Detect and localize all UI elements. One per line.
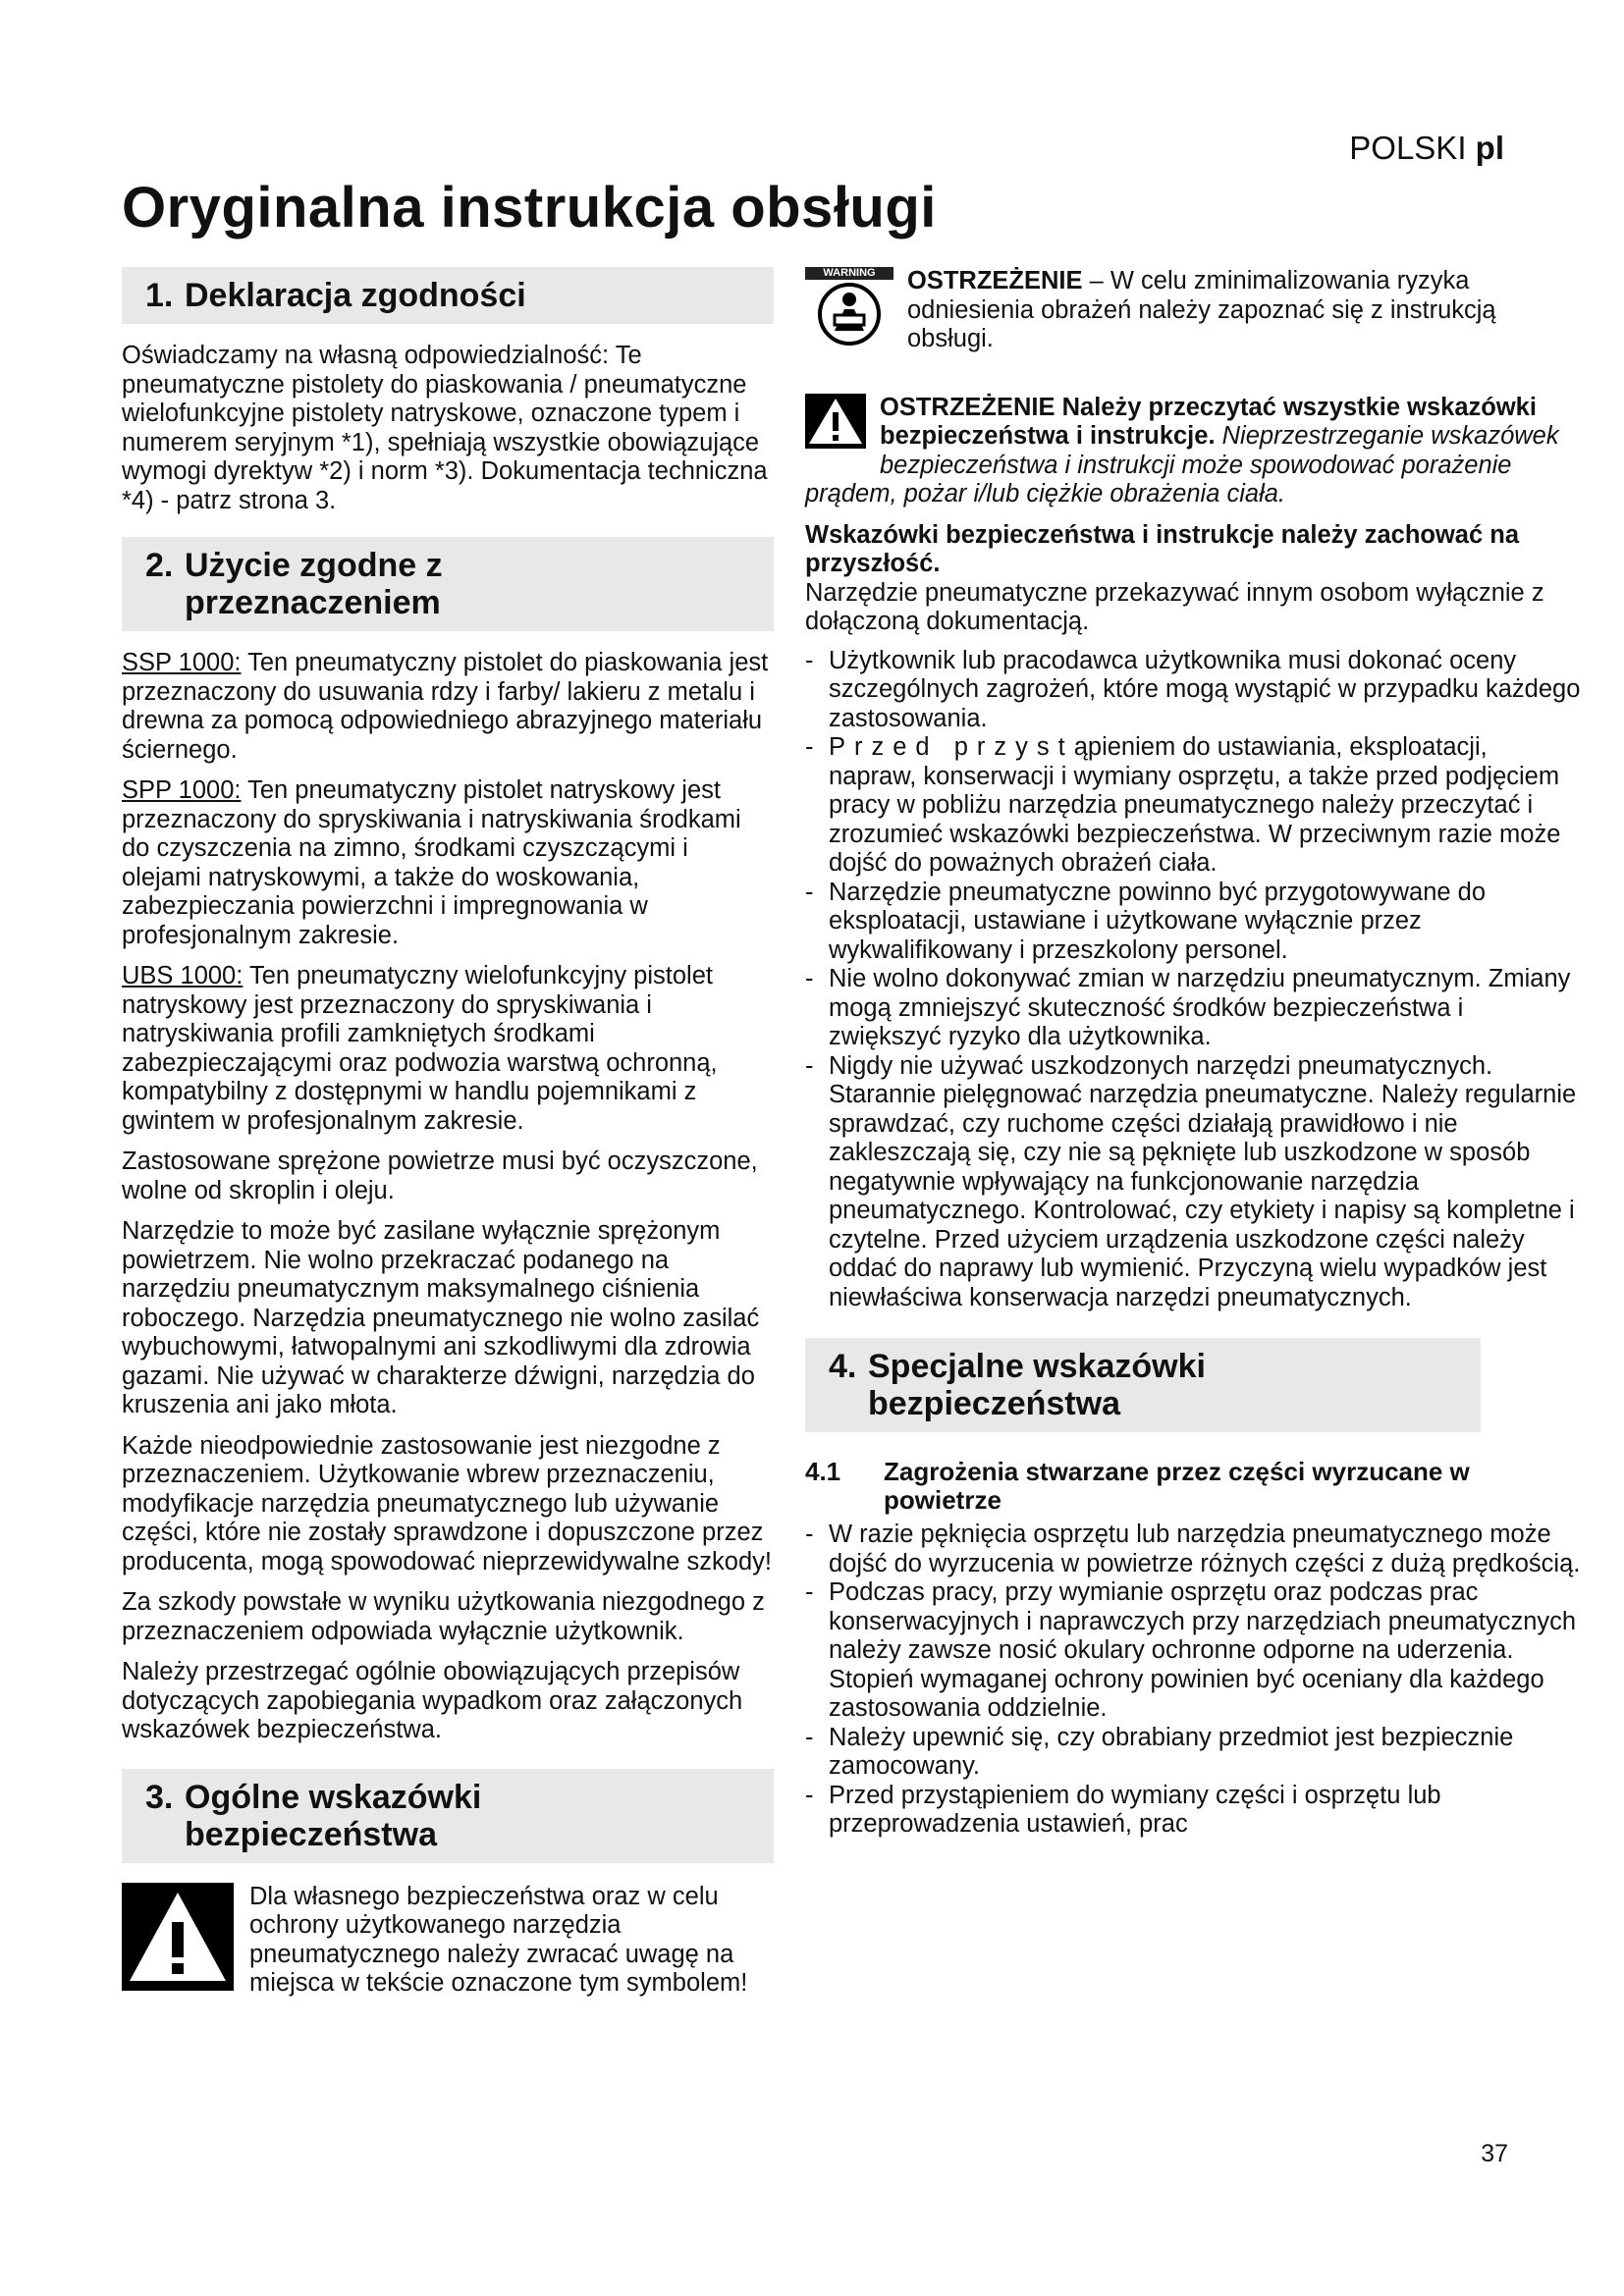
section-4-title-line1: Specjalne wskazówki [868, 1348, 1206, 1385]
air-paragraph: Zastosowane sprężone powietrze musi być oczyszczone, wolne od skroplin i oleju. [122, 1148, 758, 1204]
ubs-paragraph [122, 962, 774, 1136]
section-3-title-line1: Ogólne wskazówki [185, 1778, 482, 1816]
left-column [122, 267, 774, 2010]
list-item: - Należy upewnić się, czy obrabiany przedmiot jest bezpiecznie zamocowany. [805, 1724, 1581, 1782]
section-4-title-line2: bezpieczeństwa [868, 1385, 1120, 1422]
read-manual-icon [805, 280, 893, 348]
section-2-number: 2. [145, 547, 174, 584]
declaration-text: Oświadczamy na własną odpowiedzialność: Te pneumatyczne pistolety do piaskowania / pneumatyczne wielofunkcyjne pistolety natryskowe, oznaczone typem i numerem seryjnym *1), spełniają wszystkie obowiązujące wymogi dyrektyw *2) i norm *3). Dokumentacja techniczna *4) - patrz strona 3. [122, 342, 768, 514]
read-manual-warning-symbol [805, 267, 893, 356]
list-item: - Nigdy nie używać uszkodzonych narzędzi pneumatycznych. Starannie pielęgnować narzędzia pneumatyczne. Należy regularnie sprawdzać, czy ruchome części działają prawidłowo i nie zakleszczają się, czy nie są pęknięte lub uszkodzone w sposób negatywnie wpływający na funkcjonowanie narzędzia pneumatycznego. Kontrolować, czy etykiety i napisy są kompletne i czytelne. Przed użyciem urządzenia uszkodzone części należy oddać do naprawy lub wymienić. Przyczyną wielu wypadków jest niewłaściwa konserwacja narzędzi pneumatycznych. [805, 1052, 1581, 1313]
list-item-text: Użytkownik lub pracodawca użytkownika musi dokonać oceny szczególnych zagrożeń, które mogą wystąpić w przypadku każdego zastosowania. [829, 646, 1581, 732]
language-label [1349, 130, 1504, 167]
list-item-text: Należy upewnić się, czy obrabiany przedmiot jest bezpiecznie zamocowany. [829, 1723, 1514, 1780]
ssp-text: Ten pneumatyczny pistolet do piaskowania jest przeznaczony do usuwania rdzy i farby/ lakieru z metalu i drewna za pomocą odpowiedniego abrazyjnego materiału ściernego. [122, 649, 769, 764]
ubs-label: UBS 1000: [122, 962, 244, 989]
section-1-heading [122, 267, 774, 324]
keep-instructions [805, 521, 1581, 637]
subsection-4-1-number: 4.1 [805, 1457, 841, 1486]
list-item: - W razie pęknięcia osprzętu lub narzędzia pneumatycznego może dojść do wyrzucenia w powietrze różnych części z dużą prędkością. [805, 1521, 1581, 1577]
list-item-text: Przed przystąpieniem do wymiany części i osprzętu lub przeprowadzenia ustawień, prac [829, 1781, 1441, 1838]
list-item-text: Nigdy nie używać uszkodzonych narzędzi pneumatycznych. Starannie pielęgnować narzędzia pneumatyczne. Należy regularnie sprawdzać, czy ruchome części działają prawidłowo i nie zakleszczają się, czy nie są pęknięte lub uszkodzone w sposób negatywnie wpływający na funkcjonowanie narzędzia pneumatycznego. Kontrolować, czy etykiety i napisy są kompletne i czytelne. Przed użyciem urządzenia uszkodzone części należy oddać do naprawy lub wymienić. Przyczyną wielu wypadków jest niewłaściwa konserwacja narzędzi pneumatycznych. [829, 1051, 1577, 1311]
warning-1-text: – W celu zminimalizowania ryzyka odniesienia obrażeń należy zapoznać się z instrukcją obsługi. [907, 267, 1496, 352]
warning-1 [805, 267, 1581, 354]
list-item-rest: ąpieniem do ustawiania, eksploatacji, napraw, konserwacji i wymiany osprzętu, a także przed podjęciem pracy w pobliżu narzędzia pneumatycznego należy przeczytać i zrozumieć wskazówki bezpieczeństwa. W przeciwnym razie może dojść do poważnych obrażeń ciała. [829, 733, 1561, 877]
page-number: 37 [1481, 2140, 1508, 2167]
warning-badge: WARNING [805, 267, 893, 280]
warning-1-label: OSTRZEŻENIE [907, 267, 1083, 294]
list-item: - Przed przystąpieniem do wymiany części i osprzętu lub przeprowadzenia ustawień, prac [805, 1782, 1581, 1840]
list-item: - Podczas pracy, przy wymianie osprzętu oraz podczas prac konserwacyjnych i naprawczych przy narzędziach pneumatycznych należy zawsze nosić okulary ochronne odporne na uderzenia. Stopień wymaganej ochrony powinien być oceniany dla każdego zastosowania oddzielnie. [805, 1578, 1581, 1724]
misuse-paragraph: Każde nieodpowiednie zastosowanie jest niezgodne z przeznaczeniem. Użytkowanie wbrew przeznaczeniu, modyfikacje narzędzia pneumatycznego lub używanie części, które nie zostały sprawdzone i dopuszczone przez producenta, mogą spowodować nieprzewidywalne szkody! [122, 1431, 772, 1575]
spp-paragraph [122, 776, 774, 950]
section-4-heading [805, 1338, 1481, 1432]
keep-instructions-bold: Wskazówki bezpieczeństwa i instrukcje należy zachować na przyszłość. [805, 520, 1520, 577]
section-1-title: Deklaracja zgodności [185, 277, 526, 314]
page-title: Oryginalna instrukcja obsługi [122, 176, 937, 240]
section-2-title-line2: przeznaczeniem [185, 584, 441, 621]
ubs-text: Ten pneumatyczny wielofunkcyjny pistolet natryskowy jest przeznaczony do spryskiwania i natryskiwania profili zamkniętych środkami zabezpieczającymi oraz podwozia warstwą ochronną, kompatybilny z dostępnymi w handlu pojemnikami z gwintem w profesjonalnym zakresie. [122, 962, 718, 1135]
section-2-heading [122, 537, 774, 631]
list-item-text: Nie wolno dokonywać zmian w narzędziu pneumatycznym. Zmiany mogą zmniejszyć skuteczność środków bezpieczeństwa i zwiększyć ryzyko dla użytkownika. [829, 965, 1571, 1050]
subsection-4-1-title: Zagrożenia stwarzane przez części wyrzucane w powietrze [884, 1457, 1470, 1515]
ssp-paragraph [122, 649, 774, 765]
warning-2-italic: Nieprzestrzeganie wskazówek bezpieczeństwa i instrukcji może spowodować porażenie prądem, pożar i/lub ciężkie obrażenia ciała. [805, 422, 1559, 507]
subsection-4-1-heading [805, 1458, 1581, 1515]
language-name: POLSKI [1349, 130, 1467, 166]
list-item-text: Podczas pracy, przy wymianie osprzętu oraz podczas prac konserwacyjnych i naprawczych przy narzędziach pneumatycznych należy zawsze nosić okulary ochronne odporne na uderzenia. Stopień wymaganej ochrony powinien być oceniany dla każdego zastosowania oddzielnie. [829, 1578, 1577, 1722]
section-3-number: 3. [145, 1778, 174, 1816]
keep-instructions-text: Narzędzie pneumatyczne przekazywać innym osobom wyłącznie z dołączoną dokumentacją. [805, 578, 1544, 635]
right-column [805, 267, 1581, 1840]
regulations-paragraph: Należy przestrzegać ogólnie obowiązujących przepisów dotyczących zapobiegania wypadkom oraz załączonych wskazówek bezpieczeństwa. [122, 1658, 743, 1743]
symbol-text: Dla własnego bezpieczeństwa oraz w celu ochrony użytkowanego narzędzia pneumatycznego należy zwracać uwagę na miejsca w tekście oznaczone tym symbolem! [249, 1882, 748, 1997]
language-code: pl [1475, 130, 1504, 166]
list-item: - Narzędzie pneumatyczne powinno być przygotowywane do eksploatacji, ustawiane i użytkowane wyłącznie przez wykwalifikowany i przeszkolony personel. [805, 879, 1581, 966]
section-2-title-line1: Użycie zgodne z [185, 547, 443, 584]
section-3-heading [122, 1769, 774, 1863]
ssp-label: SSP 1000: [122, 649, 242, 676]
symbol-paragraph [122, 1883, 774, 1999]
list-item-text: Narzędzie pneumatyczne powinno być przygotowywane do eksploatacji, ustawiane i użytkowane wyłącznie przez wykwalifikowany i przeszkolony personel. [829, 878, 1487, 964]
warning-triangle-small-icon [805, 394, 866, 449]
spp-text: Ten pneumatyczny pistolet natryskowy jest przeznaczony do spryskiwania i natryskiwania środkami do czyszczenia na zimno, środkami czyszczącymi i olejami natryskowymi, a także do woskowania, zabezpieczania powierzchni i impregnowania w profesjonalnym zakresie. [122, 776, 741, 949]
list-item: - Nie wolno dokonywać zmian w narzędziu pneumatycznym. Zmiany mogą zmniejszyć skuteczność środków bezpieczeństwa i zwiększyć ryzyko dla użytkownika. [805, 965, 1581, 1052]
list-item-text: W razie pęknięcia osprzętu lub narzędzia pneumatycznego może dojść do wyrzucenia w powietrze różnych części z dużą prędkością. [829, 1521, 1581, 1577]
list-item: - Użytkownik lub pracodawca użytkownika musi dokonać oceny szczególnych zagrożeń, które mogą wystąpić w przypadku każdego zastosowania. [805, 646, 1581, 732]
warning-triangle-icon [122, 1883, 234, 1991]
liability-paragraph: Za szkody powstałe w wyniku użytkowania niezgodnego z przeznaczeniem odpowiada wyłącznie użytkownik. [122, 1588, 765, 1645]
spp-label: SPP 1000: [122, 776, 242, 804]
section-1-number: 1. [145, 277, 174, 314]
list-item: - Przed przystąpieniem do ustawiania, eksploatacji, napraw, konserwacji i wymiany osprzętu, a także przed podjęciem pracy w pobliżu narzędzia pneumatycznego należy przeczytać i zrozumieć wskazówki bezpieczeństwa. W przeciwnym razie może dojść do poważnych obrażeń ciała. [805, 733, 1581, 879]
list-item-text [829, 733, 1581, 879]
spaced-prefix: Przed przyst [829, 733, 1074, 761]
usage-paragraph: Narzędzie to może być zasilane wyłącznie sprężonym powietrzem. Nie wolno przekraczać podanego na narzędziu pneumatycznym maksymalnego ciśnienia roboczego. Narzędzia pneumatycznego nie wolno zasilać wybuchowymi, łatwopalnymi ani szkodliwymi dla zdrowia gazami. Nie używać w charakterze dźwigni, narzędzia do kruszenia ani jako młota. [122, 1217, 760, 1418]
warning-2 [805, 394, 1581, 509]
section-3-title-line2: bezpieczeństwa [185, 1815, 437, 1853]
warning-2-bold: OSTRZEŻENIE Należy przeczytać wszystkie wskazówki bezpieczeństwa i instrukcje. [880, 393, 1537, 450]
section-4-number: 4. [829, 1348, 857, 1385]
